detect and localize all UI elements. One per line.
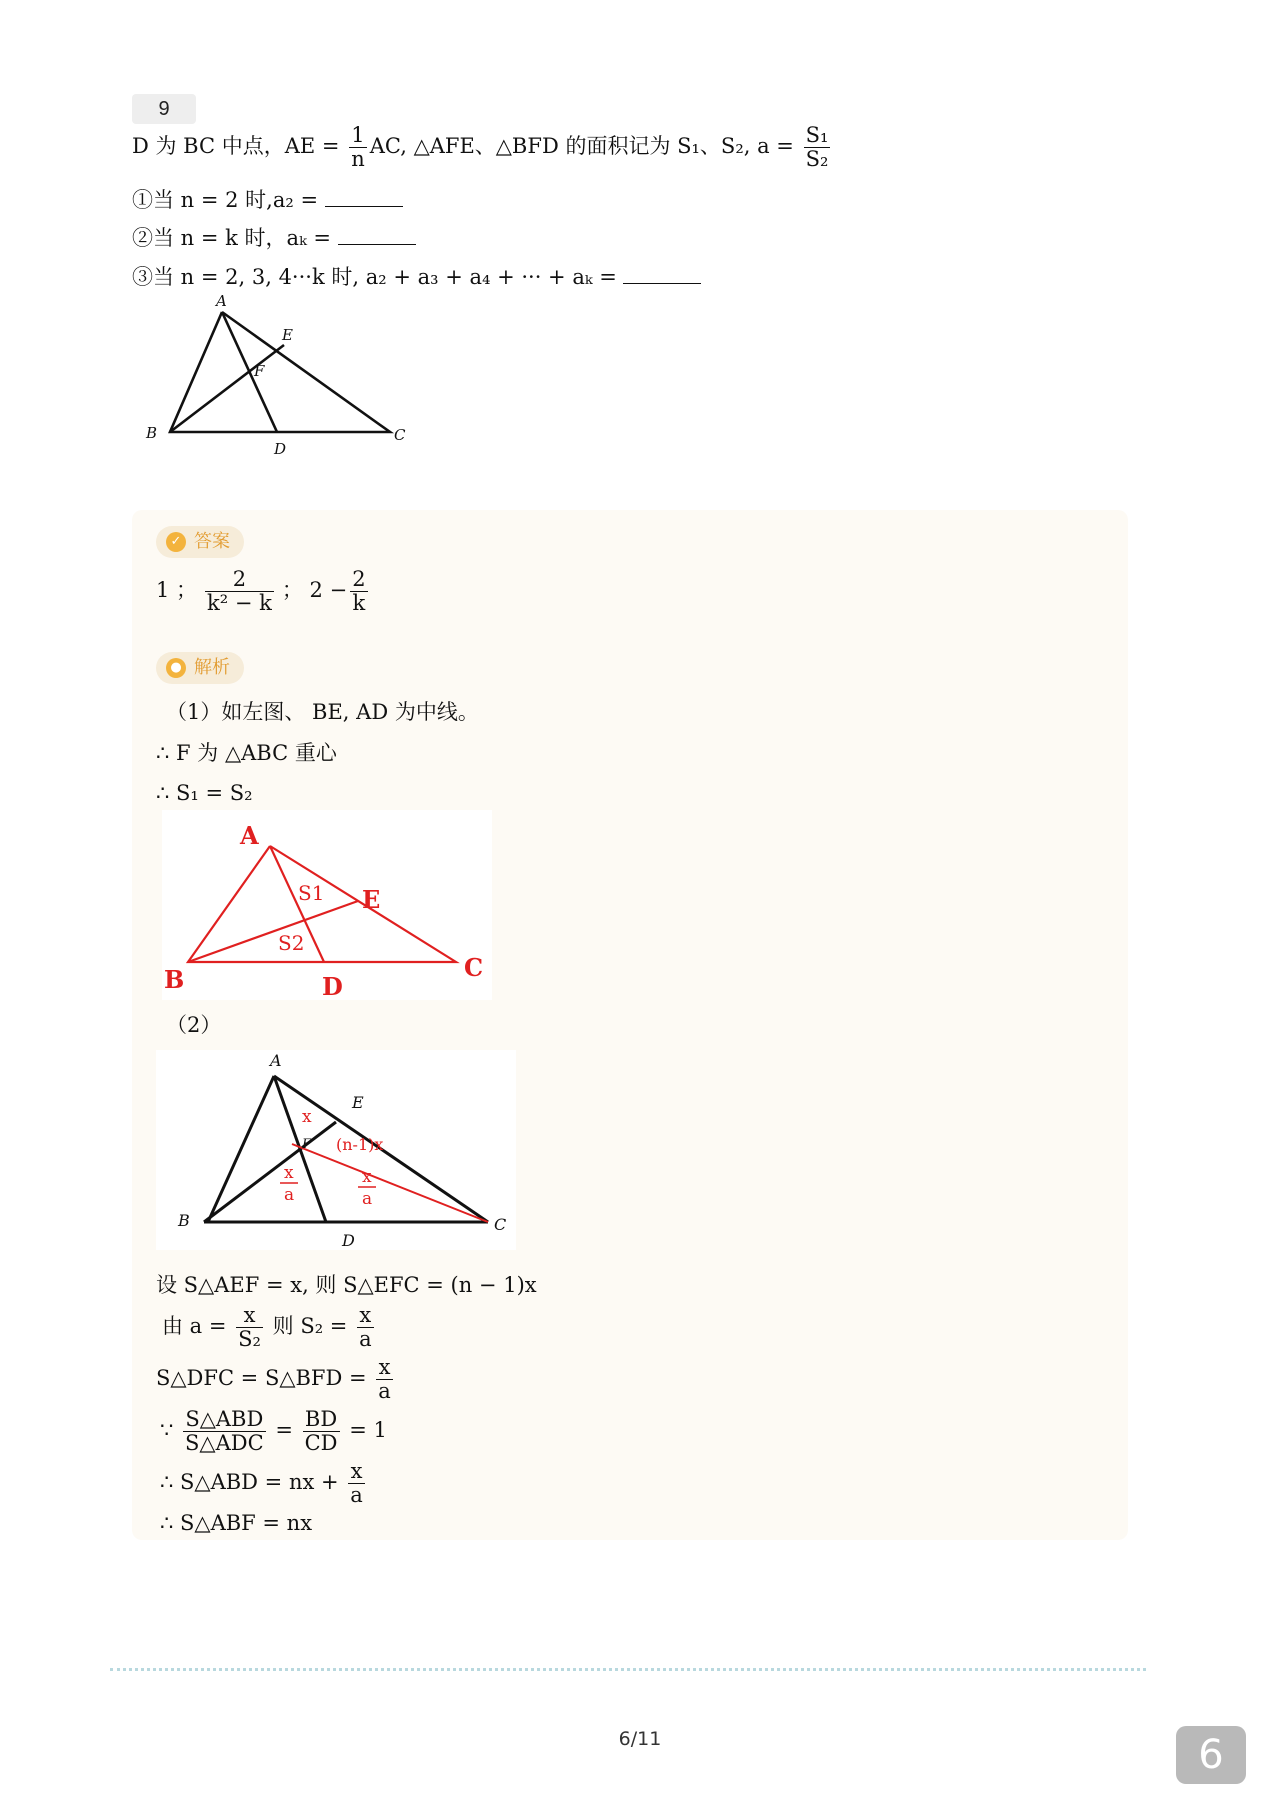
math-line-1: 设 S△AEF = x, 则 S△EFC = (n − 1)x: [156, 1273, 537, 1297]
label-S1: S1: [298, 881, 325, 905]
label-D: D: [342, 1231, 355, 1250]
question-part-3: ③当 n = 2, 3, 4···k 时, a₂ + a₃ + a₄ + ··· + aₖ =: [132, 261, 701, 293]
label-x-over-a-right-den: a: [362, 1189, 373, 1209]
label-B: B: [146, 424, 158, 442]
math-line-4: ∵ $\frac{\text{S△ABD}}{\text{S△ADC}}$ = $\frac{BD}{CD}$ = 1: [160, 1407, 387, 1456]
area-ratio-figure: [156, 1050, 516, 1260]
label-x-over-a-right-num: x: [362, 1167, 372, 1187]
answer-blank: [623, 263, 701, 284]
fraction-1-over-n: $\frac{1}{n}$: [351, 123, 365, 172]
label-A: A: [216, 292, 227, 310]
math-line-5: ∴ S△ABD = nx + $\frac{x}{a}$: [160, 1459, 363, 1508]
label-B: B: [164, 965, 185, 994]
label-A: A: [270, 1051, 282, 1070]
label-E: E: [352, 1093, 364, 1112]
answer-tag: ✓ 答案: [156, 526, 244, 558]
lightbulb-icon: ●: [166, 658, 186, 678]
label-F: F: [254, 362, 265, 380]
red-centroid-figure: [162, 810, 492, 1000]
fraction-s1-over-s2: $\frac{\text{S₁}}{\text{S₂}}$: [805, 123, 829, 172]
question-part-2: ②当 n = k 时，aₖ =: [132, 222, 416, 254]
analysis-line-3: ∴ S₁ = S₂: [156, 781, 253, 805]
page-badge: 6: [1176, 1726, 1246, 1784]
answer-blank: [325, 186, 403, 207]
label-B: B: [178, 1211, 190, 1230]
label-E: E: [282, 326, 293, 344]
analysis-tag: ● 解析: [156, 652, 244, 684]
analysis-line-1: （1）如左图、 BE, AD 为中线。: [166, 700, 479, 724]
label-C: C: [394, 426, 406, 444]
question-triangle-figure: [132, 290, 422, 460]
check-icon: ✓: [166, 532, 186, 552]
label-A: A: [240, 821, 259, 850]
page-number: 6/11: [618, 1728, 662, 1750]
label-C: C: [464, 953, 484, 982]
analysis-line-2: ∴ F 为 △ABC 重心: [156, 741, 337, 765]
label-n-minus-1-x: (n-1)x: [336, 1135, 384, 1154]
math-line-3: S△DFC = S△BFD = $\frac{x}{a}$: [156, 1355, 391, 1404]
answer-blank: [338, 224, 416, 245]
question-part-1: ①当 n = 2 时,a₂ =: [132, 184, 403, 216]
label-D: D: [322, 972, 343, 1000]
label-C: C: [494, 1215, 507, 1234]
label-D: D: [274, 440, 287, 458]
question-number-badge: 9: [132, 94, 196, 124]
label-x-over-a-left-den: a: [284, 1185, 295, 1205]
question-statement: D 为 BC 中点，AE = $\frac{1}{n}$ AC, △AFE、△BFD 的面积记为 S₁、S₂, a = $\frac{\text{S₁}}{\text{S₂}}$: [132, 123, 829, 172]
label-F: F: [302, 1137, 312, 1152]
math-line-2: 由 a = $\frac{x}{\text{S₂}}$ 则 S₂ = $\frac{x}{a}$: [162, 1303, 372, 1352]
page-divider: [110, 1668, 1146, 1671]
math-line-6: ∴ S△ABF = nx: [160, 1511, 313, 1535]
analysis-part-2: （2）: [166, 1013, 222, 1037]
label-S2: S2: [278, 931, 305, 955]
label-x-over-a-left-num: x: [284, 1163, 294, 1183]
label-x: x: [302, 1107, 312, 1127]
answer-line: 1 ； $\frac{2}{\text{k² − k}}$ ； 2 − $\frac{2}{k}$: [156, 567, 366, 616]
label-E: E: [362, 885, 381, 914]
